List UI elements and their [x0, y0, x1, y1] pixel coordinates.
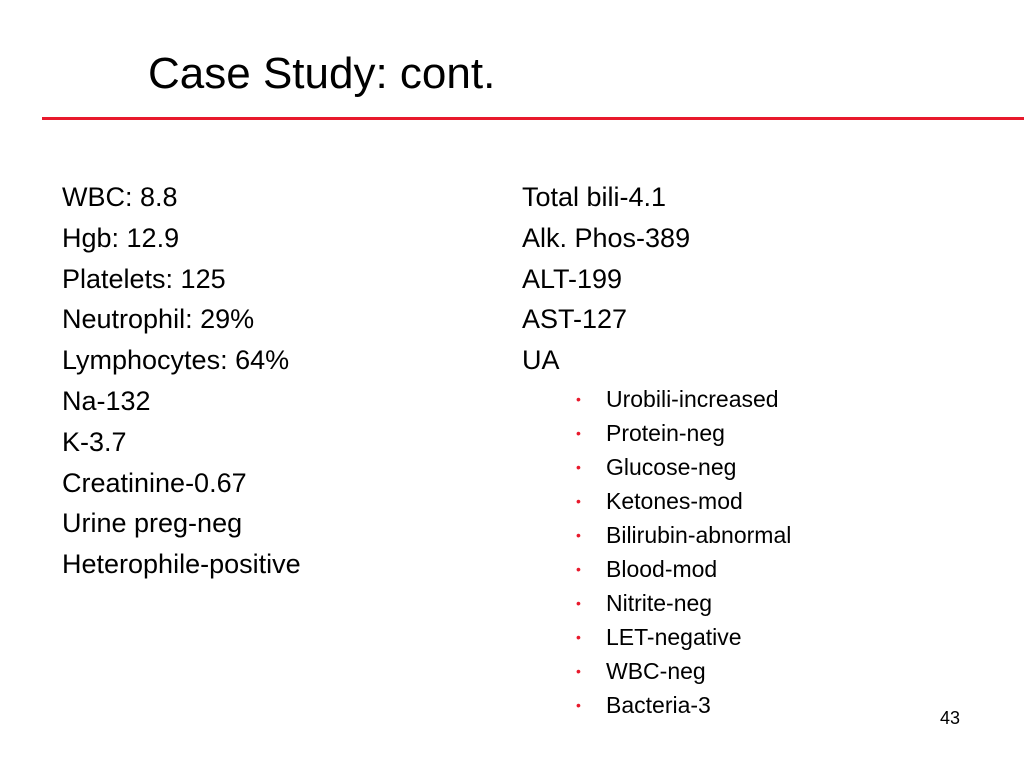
lab-result-line: Na-132: [62, 385, 151, 416]
ua-result-label: Ketones-mod: [606, 488, 743, 514]
slide-title: Case Study: cont.: [148, 49, 496, 98]
bullet-icon: •: [576, 663, 581, 679]
ua-result-item: [576, 450, 791, 484]
ua-result-label: Urobili-increased: [606, 386, 779, 412]
bullet-icon: •: [576, 527, 581, 543]
lab-result-line: K-3.7: [62, 426, 127, 457]
title-divider: [42, 117, 1024, 120]
bullet-icon: •: [576, 697, 581, 713]
ua-result-label: Protein-neg: [606, 420, 725, 446]
lab-result-line: Neutrophil: 29%: [62, 304, 255, 335]
ua-result-label: LET-negative: [606, 624, 742, 650]
ua-result-label: Nitrite-neg: [606, 590, 713, 616]
lab-result-line: Alk. Phos-389: [522, 222, 691, 253]
ua-result-label: Glucose-neg: [606, 454, 737, 480]
ua-result-item: [576, 586, 791, 620]
ua-result-item: [576, 416, 791, 450]
ua-results-list: [576, 382, 791, 722]
ua-result-item: [576, 654, 791, 688]
page-number: 43: [940, 708, 961, 728]
lab-result-line: WBC: 8.8: [62, 182, 178, 212]
bullet-icon: •: [576, 629, 581, 645]
lab-results-right-column: [522, 177, 690, 381]
lab-result-line: ALT-199: [522, 263, 623, 294]
bullet-icon: •: [576, 493, 581, 509]
lab-result-line: Total bili-4.1: [522, 182, 667, 212]
ua-result-item: [576, 382, 791, 416]
ua-result-label: Bilirubin-abnormal: [606, 522, 792, 548]
lab-result-line: Platelets: 125: [62, 263, 226, 294]
lab-results-left-column: [62, 177, 301, 585]
lab-result-line: Urine preg-neg: [62, 508, 243, 539]
lab-result-line: Creatinine-0.67: [62, 467, 247, 498]
lab-result-line: AST-127: [522, 304, 628, 335]
ua-result-label: Blood-mod: [606, 556, 718, 582]
lab-result-line: Hgb: 12.9: [62, 222, 180, 253]
bullet-icon: •: [576, 425, 581, 441]
ua-result-item: [576, 518, 791, 552]
ua-result-item: [576, 688, 791, 722]
lab-result-line: Lymphocytes: 64%: [62, 345, 290, 376]
bullet-icon: •: [576, 459, 581, 475]
lab-result-line: Heterophile-positive: [62, 549, 301, 580]
ua-result-label: WBC-neg: [606, 658, 706, 684]
ua-heading: UA: [522, 345, 560, 376]
bullet-icon: •: [576, 391, 581, 407]
ua-result-item: [576, 620, 791, 654]
bullet-icon: •: [576, 595, 581, 611]
ua-result-item: [576, 484, 791, 518]
ua-result-item: [576, 552, 791, 586]
bullet-icon: •: [576, 561, 581, 577]
ua-result-label: Bacteria-3: [606, 692, 711, 718]
